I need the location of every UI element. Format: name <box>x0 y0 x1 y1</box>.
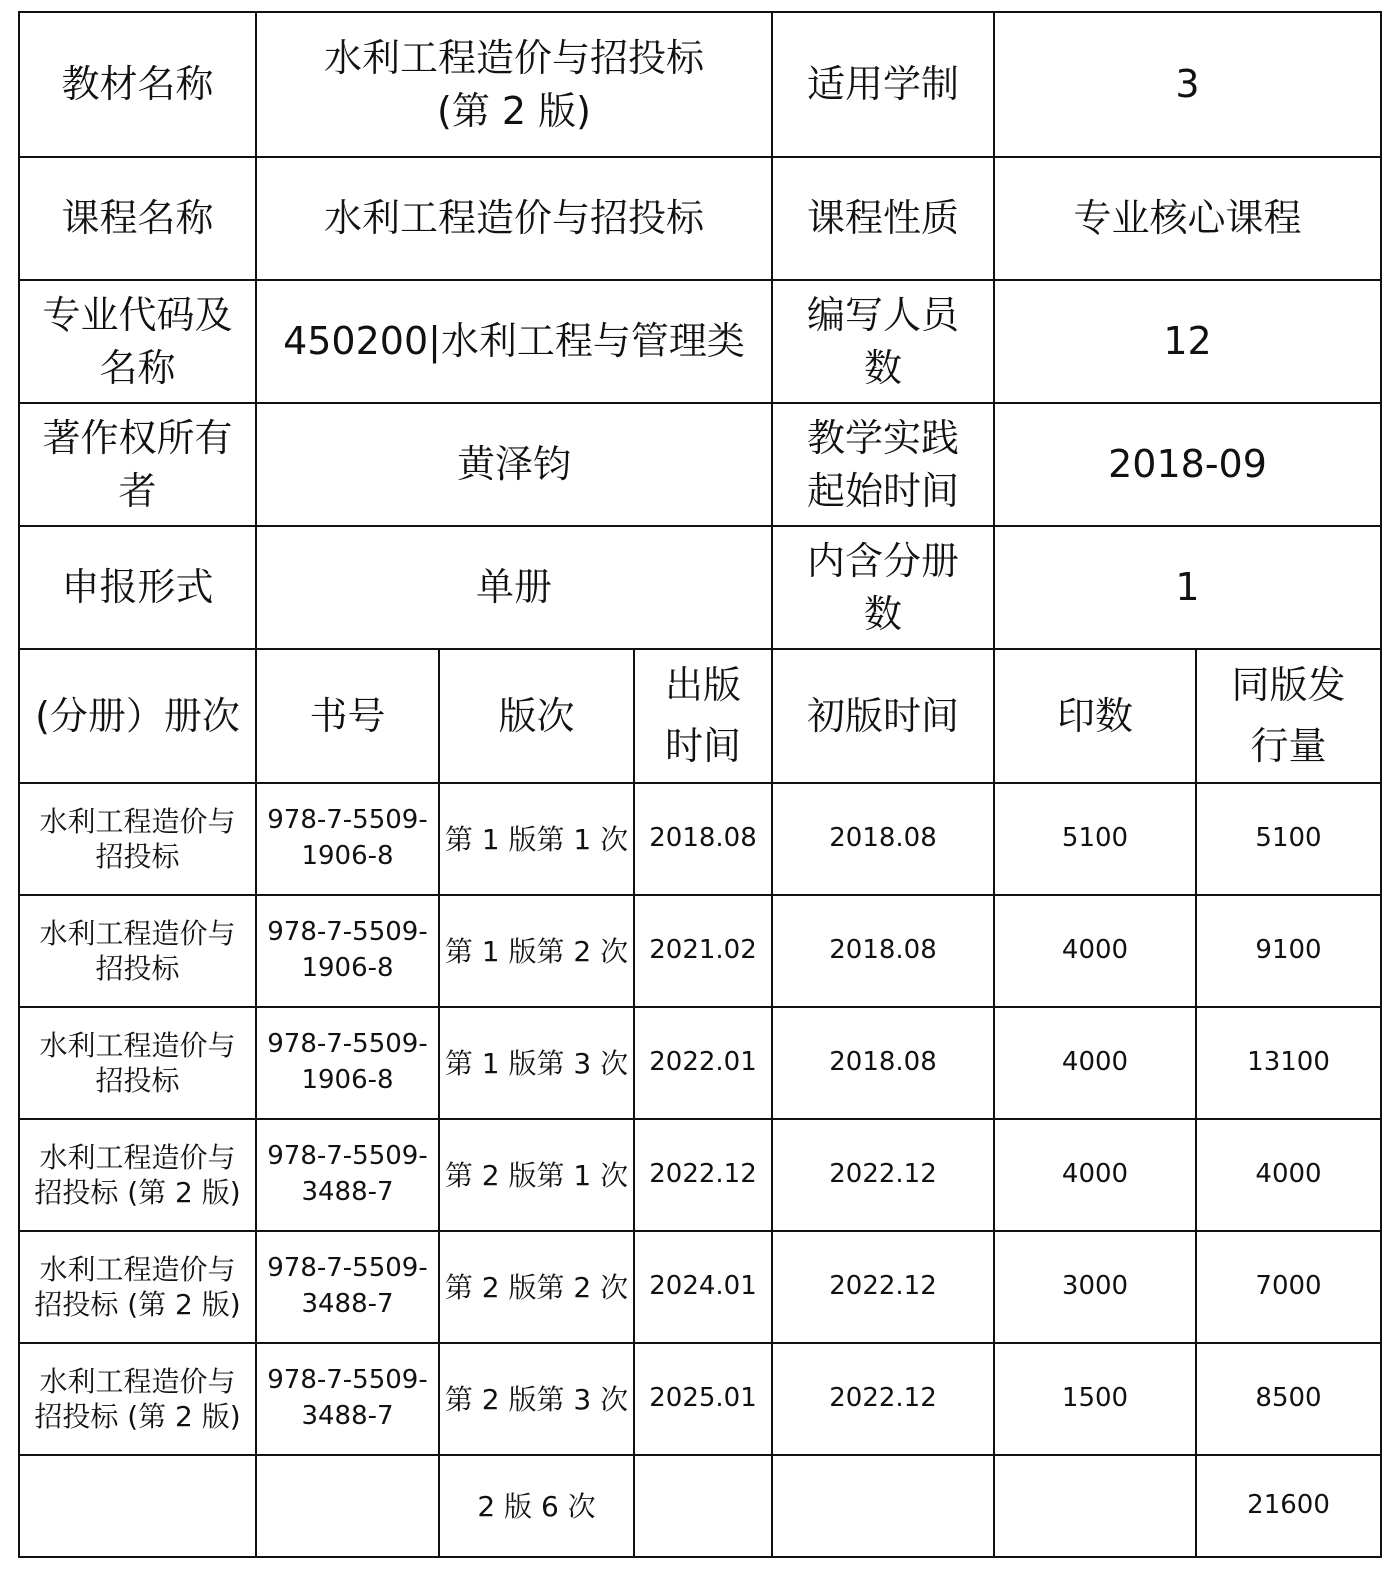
table-row <box>19 783 1381 895</box>
volume-name-cell: 水利工程造价与 招投标 <box>19 1007 256 1119</box>
info-row-textbook <box>19 12 1381 157</box>
totals-empty-cell <box>256 1455 439 1557</box>
table-row <box>19 895 1381 1007</box>
volume-name-cell: 水利工程造价与 招投标 (第 2 版) <box>19 1231 256 1343</box>
edition-cell: 第 2 版第 1 次 <box>439 1119 634 1231</box>
info-row-form <box>19 526 1381 649</box>
column-header-total: 同版发 行量 <box>1196 649 1381 783</box>
schooling-value: 3 <box>994 12 1381 157</box>
total-cell: 8500 <box>1196 1343 1381 1455</box>
print-count-cell: 1500 <box>994 1343 1196 1455</box>
table-row <box>19 1007 1381 1119</box>
pub-date-cell: 2025.01 <box>634 1343 772 1455</box>
column-header-edition: 版次 <box>439 649 634 783</box>
first-date-cell: 2018.08 <box>772 783 994 895</box>
practice-start-label: 教学实践 起始时间 <box>772 403 994 526</box>
total-cell: 13100 <box>1196 1007 1381 1119</box>
first-date-cell: 2022.12 <box>772 1231 994 1343</box>
edition-cell: 第 1 版第 3 次 <box>439 1007 634 1119</box>
major-value: 450200|水利工程与管理类 <box>256 280 772 403</box>
volumes-count-value: 1 <box>994 526 1381 649</box>
table-row <box>19 1231 1381 1343</box>
volumes-count-label: 内含分册 数 <box>772 526 994 649</box>
copyright-label: 著作权所有 者 <box>19 403 256 526</box>
major-label: 专业代码及 名称 <box>19 280 256 403</box>
copyright-value: 黄泽钧 <box>256 403 772 526</box>
print-count-cell: 3000 <box>994 1231 1196 1343</box>
pub-date-cell: 2022.12 <box>634 1119 772 1231</box>
info-row-major <box>19 280 1381 403</box>
total-cell: 5100 <box>1196 783 1381 895</box>
volume-name-cell: 水利工程造价与 招投标 (第 2 版) <box>19 1343 256 1455</box>
course-nature-value: 专业核心课程 <box>994 157 1381 280</box>
isbn-cell: 978-7-5509- 1906-8 <box>256 1007 439 1119</box>
totals-empty-cell <box>634 1455 772 1557</box>
edition-cell: 第 2 版第 3 次 <box>439 1343 634 1455</box>
course-name-label: 课程名称 <box>19 157 256 280</box>
edition-cell: 第 1 版第 1 次 <box>439 783 634 895</box>
first-date-cell: 2018.08 <box>772 895 994 1007</box>
totals-edition-cell: 2 版 6 次 <box>439 1455 634 1557</box>
schooling-label: 适用学制 <box>772 12 994 157</box>
textbook-name-value: 水利工程造价与招投标 (第 2 版) <box>256 12 772 157</box>
practice-start-value: 2018-09 <box>994 403 1381 526</box>
pub-date-cell: 2018.08 <box>634 783 772 895</box>
print-count-cell: 5100 <box>994 783 1196 895</box>
pub-date-cell: 2024.01 <box>634 1231 772 1343</box>
column-header-isbn: 书号 <box>256 649 439 783</box>
first-date-cell: 2018.08 <box>772 1007 994 1119</box>
column-header-pub-date: 出版 时间 <box>634 649 772 783</box>
first-date-cell: 2022.12 <box>772 1343 994 1455</box>
volume-name-cell: 水利工程造价与 招投标 <box>19 895 256 1007</box>
column-header-print-count: 印数 <box>994 649 1196 783</box>
volume-name-cell: 水利工程造价与 招投标 (第 2 版) <box>19 1119 256 1231</box>
total-cell: 7000 <box>1196 1231 1381 1343</box>
pub-date-cell: 2022.01 <box>634 1007 772 1119</box>
first-date-cell: 2022.12 <box>772 1119 994 1231</box>
course-nature-label: 课程性质 <box>772 157 994 280</box>
authors-count-label: 编写人员 数 <box>772 280 994 403</box>
print-count-cell: 4000 <box>994 895 1196 1007</box>
table-row <box>19 1343 1381 1455</box>
column-header-first-date: 初版时间 <box>772 649 994 783</box>
columns-header-row <box>19 649 1381 783</box>
info-row-copyright <box>19 403 1381 526</box>
isbn-cell: 978-7-5509- 3488-7 <box>256 1231 439 1343</box>
totals-empty-cell <box>772 1455 994 1557</box>
isbn-cell: 978-7-5509- 3488-7 <box>256 1119 439 1231</box>
totals-empty-cell <box>994 1455 1196 1557</box>
textbook-name-label: 教材名称 <box>19 12 256 157</box>
column-header-volume: (分册）册次 <box>19 649 256 783</box>
isbn-cell: 978-7-5509- 1906-8 <box>256 783 439 895</box>
textbook-info-table <box>18 11 1382 1558</box>
volume-name-cell: 水利工程造价与 招投标 <box>19 783 256 895</box>
print-count-cell: 4000 <box>994 1007 1196 1119</box>
edition-cell: 第 2 版第 2 次 <box>439 1231 634 1343</box>
total-cell: 9100 <box>1196 895 1381 1007</box>
authors-count-value: 12 <box>994 280 1381 403</box>
course-name-value: 水利工程造价与招投标 <box>256 157 772 280</box>
isbn-cell: 978-7-5509- 3488-7 <box>256 1343 439 1455</box>
totals-total-cell: 21600 <box>1196 1455 1381 1557</box>
totals-empty-cell <box>19 1455 256 1557</box>
pub-date-cell: 2021.02 <box>634 895 772 1007</box>
totals-row <box>19 1455 1381 1557</box>
application-form-label: 申报形式 <box>19 526 256 649</box>
info-row-course <box>19 157 1381 280</box>
table-row <box>19 1119 1381 1231</box>
print-count-cell: 4000 <box>994 1119 1196 1231</box>
edition-cell: 第 1 版第 2 次 <box>439 895 634 1007</box>
isbn-cell: 978-7-5509- 1906-8 <box>256 895 439 1007</box>
total-cell: 4000 <box>1196 1119 1381 1231</box>
application-form-value: 单册 <box>256 526 772 649</box>
